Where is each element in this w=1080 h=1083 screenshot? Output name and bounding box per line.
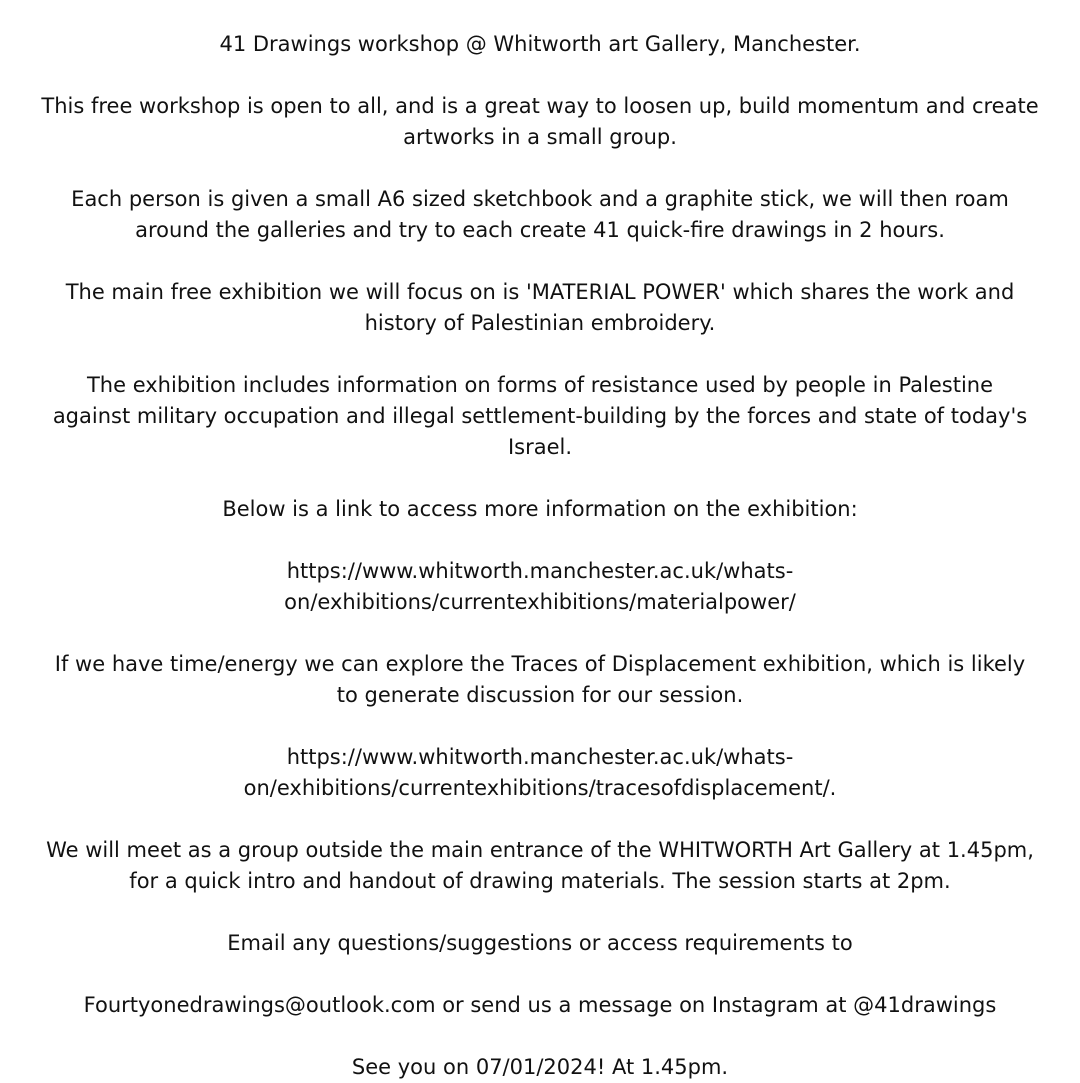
email-intro-line: Email any questions/suggestions or access requirements to: [227, 931, 853, 955]
traces-line-1: If we have time/energy we can explore the Traces of Displacement exhibition, which is likely: [54, 652, 1026, 676]
traces-link-line-2: on/exhibitions/currentexhibitions/tracesofdisplacement/.: [243, 776, 837, 800]
intro-paragraph: [22, 91, 1058, 153]
title-line: 41 Drawings workshop @ Whitworth art Gallery, Manchester.: [219, 32, 861, 56]
materials-line-2: around the galleries and try to each create 41 quick-fire drawings in 2 hours.: [135, 218, 945, 242]
traces-paragraph: [22, 649, 1058, 711]
material-power-link-line-1: https://www.whitworth.manchester.ac.uk/whats-: [286, 559, 794, 583]
exhibition-line-1: The main free exhibition we will focus on is 'MATERIAL POWER' which shares the work and: [65, 280, 1015, 304]
link-intro-paragraph: [22, 494, 1058, 525]
materials-line-1: Each person is given a small A6 sized sketchbook and a graphite stick, we will then roam: [71, 187, 1009, 211]
resistance-line-3: Israel.: [507, 435, 573, 459]
exhibition-line-2: history of Palestinian embroidery.: [364, 311, 716, 335]
workshop-title: [22, 29, 1058, 60]
meeting-line-2: for a quick intro and handout of drawing materials. The session starts at 2pm.: [129, 869, 951, 893]
intro-line-2: artworks in a small group.: [403, 125, 677, 149]
resistance-paragraph: [22, 370, 1058, 463]
meeting-line-1: We will meet as a group outside the main entrance of the WHITWORTH Art Gallery at 1.45pm,: [46, 838, 1034, 862]
closing-line: See you on 07/01/2024! At 1.45pm.: [351, 1055, 729, 1079]
meeting-paragraph: [22, 835, 1058, 897]
intro-line-1: This free workshop is open to all, and is a great way to loosen up, build momentum and create: [41, 94, 1039, 118]
material-power-link-line-2: on/exhibitions/currentexhibitions/materialpower/: [284, 590, 796, 614]
contact-paragraph: [22, 990, 1058, 1021]
email-intro-paragraph: [22, 928, 1058, 959]
closing-paragraph: [22, 1052, 1058, 1083]
resistance-line-2: against military occupation and illegal settlement-building by the forces and state of today's: [52, 404, 1028, 428]
exhibition-paragraph: [22, 277, 1058, 339]
material-power-link: [22, 556, 1058, 618]
link-intro-line: Below is a link to access more information on the exhibition:: [222, 497, 858, 521]
contact-line: Fourtyonedrawings@outlook.com or send us a message on Instagram at @41drawings: [83, 993, 997, 1017]
materials-paragraph: [22, 184, 1058, 246]
traces-line-2: to generate discussion for our session.: [336, 683, 744, 707]
traces-link: [22, 742, 1058, 804]
traces-link-line-1: https://www.whitworth.manchester.ac.uk/whats-: [286, 745, 794, 769]
resistance-line-1: The exhibition includes information on forms of resistance used by people in Palestine: [86, 373, 994, 397]
